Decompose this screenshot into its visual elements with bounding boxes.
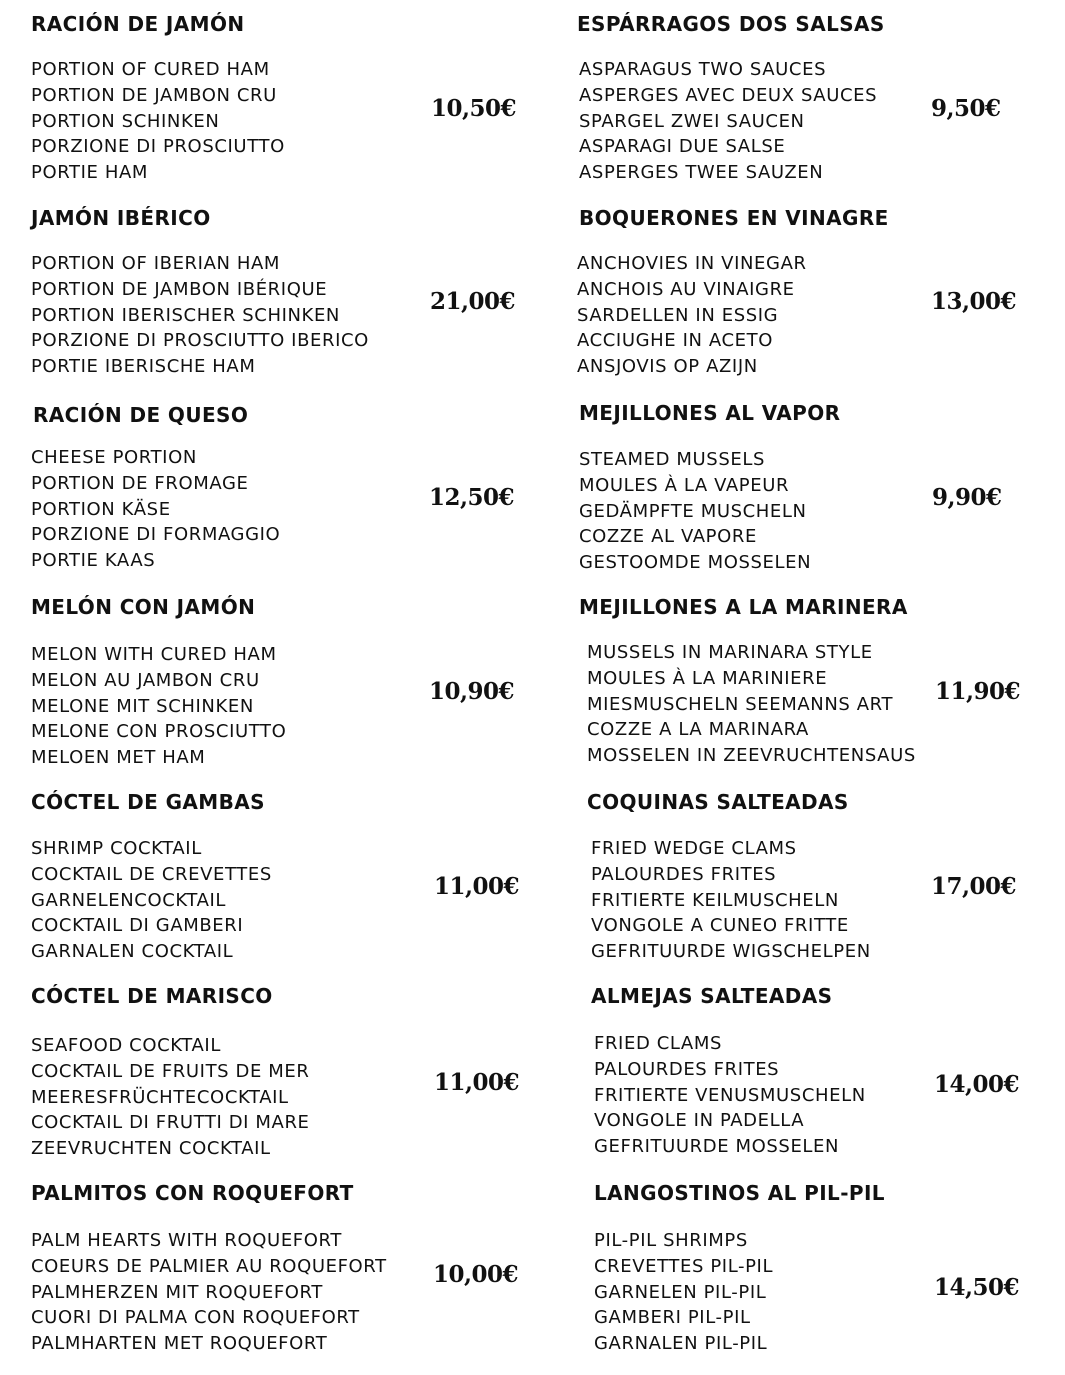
item-translations: [591, 836, 871, 965]
item-translations: [594, 1228, 773, 1357]
item-price: 9,50€: [931, 95, 1001, 122]
translation-italian: PORZIONE DI PROSCIUTTO IBERICO: [31, 330, 369, 352]
translation-french: COCKTAIL DE CREVETTES: [31, 863, 272, 885]
translation-english: MELON WITH CURED HAM: [31, 644, 277, 665]
translation-french: ANCHOIS AU VINAIGRE: [577, 278, 795, 300]
item-translations: [31, 251, 369, 380]
translation-italian: VONGOLE A CUNEO FRITTE: [591, 915, 849, 937]
item-price: 11,90€: [935, 678, 1021, 705]
translation-italian: GAMBERI PIL-PIL: [594, 1307, 751, 1329]
translation-german: MIESMUSCHELN SEEMANNS ART: [587, 693, 894, 715]
item-price: 10,50€: [431, 95, 517, 122]
translation-dutch: PORTIE KAAS: [31, 550, 156, 572]
translation-dutch: GEFRITUURDE MOSSELEN: [594, 1136, 840, 1158]
item-price: 14,00€: [934, 1071, 1020, 1098]
translation-italian: COCKTAIL DI GAMBERI: [31, 915, 244, 937]
item-translations: [577, 251, 807, 380]
translation-french: COEURS DE PALMIER AU ROQUEFORT: [31, 1255, 387, 1277]
translation-italian: VONGOLE IN PADELLA: [594, 1110, 805, 1132]
translation-english: STEAMED MUSSELS: [579, 449, 765, 470]
translation-english: PORTION OF CURED HAM: [31, 59, 270, 80]
translation-italian: MELONE CON PROSCIUTTO: [31, 721, 287, 743]
translation-german: FRITIERTE VENUSMUSCHELN: [594, 1084, 866, 1106]
translation-dutch: MOSSELEN IN ZEEVRUCHTENSAUS: [587, 745, 916, 767]
translation-french: ASPERGES AVEC DEUX SAUCES: [579, 84, 878, 106]
translation-french: PALOURDES FRITES: [594, 1058, 780, 1080]
translation-german: GARNELEN PIL-PIL: [594, 1281, 767, 1303]
item-title: RACIÓN DE JAMÓN: [31, 12, 245, 36]
translation-french: PORTION DE JAMBON IBÉRIQUE: [31, 278, 328, 300]
item-translations: [31, 445, 280, 574]
item-title: MEJILLONES AL VAPOR: [579, 401, 841, 425]
translation-french: MOULES À LA VAPEUR: [579, 474, 790, 496]
translation-italian: PORZIONE DI PROSCIUTTO: [31, 136, 285, 158]
translation-german: GEDÄMPFTE MUSCHELN: [579, 500, 807, 522]
item-price: 12,50€: [429, 484, 515, 511]
translation-english: FRIED CLAMS: [594, 1033, 723, 1054]
translation-english: PALM HEARTS WITH ROQUEFORT: [31, 1230, 342, 1251]
translation-italian: COZZE AL VAPORE: [579, 526, 757, 548]
translation-german: SARDELLEN IN ESSIG: [577, 304, 779, 326]
translation-english: PIL-PIL SHRIMPS: [594, 1230, 748, 1251]
translation-dutch: GARNALEN PIL-PIL: [594, 1333, 768, 1355]
item-title: MEJILLONES A LA MARINERA: [579, 595, 908, 619]
translation-german: FRITIERTE KEILMUSCHELN: [591, 889, 839, 911]
translation-german: PALMHERZEN MIT ROQUEFORT: [31, 1281, 323, 1303]
item-price: 14,50€: [934, 1274, 1020, 1301]
item-translations: [31, 1228, 387, 1357]
translation-dutch: PORTIE HAM: [31, 162, 148, 184]
translation-english: FRIED WEDGE CLAMS: [591, 838, 797, 859]
translation-dutch: PALMHARTEN MET ROQUEFORT: [31, 1333, 328, 1355]
item-price: 9,90€: [932, 484, 1002, 511]
item-translations: [31, 642, 286, 771]
item-title: CÓCTEL DE GAMBAS: [31, 790, 265, 814]
translation-german: SPARGEL ZWEI SAUCEN: [579, 110, 805, 132]
item-translations: [31, 1033, 310, 1162]
translation-dutch: GESTOOMDE MOSSELEN: [579, 552, 812, 574]
item-price: 10,90€: [429, 678, 515, 705]
translation-english: MUSSELS IN MARINARA STYLE: [587, 642, 873, 663]
translation-german: PORTION SCHINKEN: [31, 110, 220, 132]
item-price: 11,00€: [434, 873, 520, 900]
translation-english: PORTION OF IBERIAN HAM: [31, 253, 281, 274]
item-title: MELÓN CON JAMÓN: [31, 595, 256, 619]
translation-dutch: GARNALEN COCKTAIL: [31, 941, 234, 963]
translation-english: ANCHOVIES IN VINEGAR: [577, 253, 807, 274]
translation-french: COCKTAIL DE FRUITS DE MER: [31, 1060, 310, 1082]
translation-dutch: PORTIE IBERISCHE HAM: [31, 356, 256, 378]
translation-english: CHEESE PORTION: [31, 447, 197, 468]
item-translations: [594, 1031, 866, 1160]
translation-german: GARNELENCOCKTAIL: [31, 889, 227, 911]
item-title: LANGOSTINOS AL PIL-PIL: [594, 1181, 885, 1205]
translation-french: MOULES À LA MARINIERE: [587, 667, 828, 689]
translation-italian: ACCIUGHE IN ACETO: [577, 330, 773, 352]
translation-french: PORTION DE FROMAGE: [31, 472, 249, 494]
translation-german: PORTION IBERISCHER SCHINKEN: [31, 304, 340, 326]
item-title: PALMITOS CON ROQUEFORT: [31, 1181, 354, 1205]
translation-german: PORTION KÄSE: [31, 498, 171, 520]
item-translations: [579, 447, 811, 576]
item-translations: [587, 640, 916, 769]
item-translations: [31, 57, 285, 186]
translation-dutch: MELOEN MET HAM: [31, 747, 206, 769]
item-title: JAMÓN IBÉRICO: [31, 206, 211, 230]
translation-italian: ASPARAGI DUE SALSE: [579, 136, 786, 158]
translation-dutch: ZEEVRUCHTEN COCKTAIL: [31, 1138, 271, 1160]
item-price: 17,00€: [931, 873, 1017, 900]
item-price: 11,00€: [434, 1069, 520, 1096]
translation-italian: PORZIONE DI FORMAGGIO: [31, 524, 281, 546]
translation-french: MELON AU JAMBON CRU: [31, 669, 260, 691]
translation-english: SEAFOOD COCKTAIL: [31, 1035, 221, 1056]
translation-dutch: ASPERGES TWEE SAUZEN: [579, 162, 824, 184]
item-translations: [31, 836, 272, 965]
translation-dutch: GEFRITUURDE WIGSCHELPEN: [591, 941, 871, 963]
translation-german: MELONE MIT SCHINKEN: [31, 695, 254, 717]
item-price: 21,00€: [430, 288, 516, 315]
translation-dutch: ANSJOVIS OP AZIJN: [577, 356, 758, 378]
item-price: 13,00€: [931, 288, 1017, 315]
item-title: CÓCTEL DE MARISCO: [31, 984, 273, 1008]
translation-french: CREVETTES PIL-PIL: [594, 1255, 774, 1277]
item-title: ALMEJAS SALTEADAS: [591, 984, 833, 1008]
translation-italian: COZZE A LA MARINARA: [587, 719, 809, 741]
item-translations: [579, 57, 877, 186]
translation-english: ASPARAGUS TWO SAUCES: [579, 59, 827, 80]
item-title: COQUINAS SALTEADAS: [587, 790, 849, 814]
item-title: RACIÓN DE QUESO: [33, 403, 249, 427]
translation-italian: CUORI DI PALMA CON ROQUEFORT: [31, 1307, 360, 1329]
item-title: BOQUERONES EN VINAGRE: [579, 206, 889, 230]
translation-english: SHRIMP COCKTAIL: [31, 838, 202, 859]
translation-italian: COCKTAIL DI FRUTTI DI MARE: [31, 1112, 310, 1134]
item-title: ESPÁRRAGOS DOS SALSAS: [577, 12, 885, 36]
translation-german: MEERESFRÜCHTECOCKTAIL: [31, 1086, 289, 1108]
translation-french: PALOURDES FRITES: [591, 863, 777, 885]
item-price: 10,00€: [433, 1261, 519, 1288]
translation-french: PORTION DE JAMBON CRU: [31, 84, 277, 106]
